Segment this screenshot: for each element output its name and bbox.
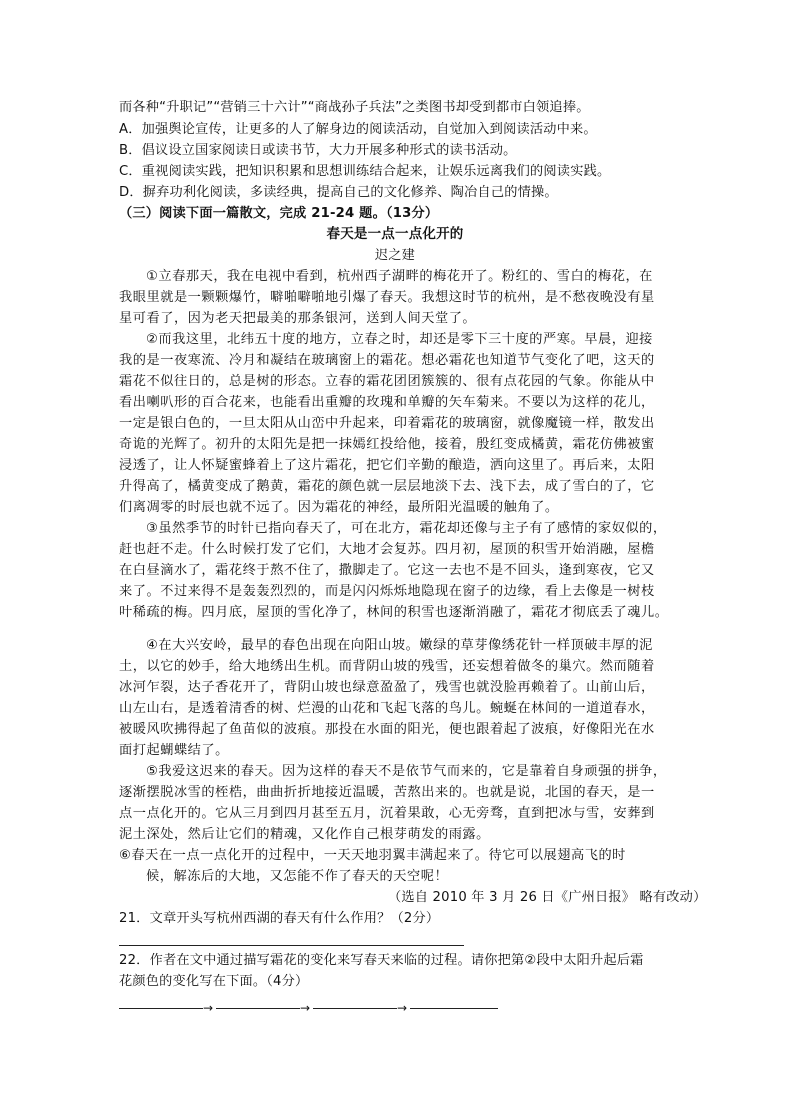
article-line: 土，以它的妙手，给大地绣出生机。而背阴山坡的残雪，还妄想着做冬的巢穴。然而随着 — [119, 659, 655, 674]
article-line: 山左山右，是透着清香的树、烂漫的山花和飞起飞落的鸟儿。蜿蜒在林间的一道道春水， — [119, 701, 655, 716]
article-line: ⑤我爱这迟来的春天。因为这样的春天不是依节气而来的，它是靠着自身顽强的拼争， — [146, 764, 667, 779]
article-line: 冰河乍裂，达子香花开了，背阴山坡也绿意盈盈了，残雪也就没脸再赖着了。山前山后， — [119, 680, 655, 695]
article-line: 被暖风吹拂得起了鱼苗似的波痕。那投在水面的阳光，便也跟着起了波痕，好像阳光在水 — [119, 722, 655, 737]
article-line: 叶稀疏的梅。四月底，屋顶的雪化净了，林间的积雪也逐渐消融了，霜花才彻底丢了魂儿。 — [119, 605, 669, 620]
article-line: ②而我这里，北纬五十度的地方，立春之时，却还是零下三十度的严寒。早晨，迎接 — [146, 332, 653, 347]
article-line: 霜花不似往日的，总是树的形态。立春的霜花团团簇簇的、很有点花园的气象。你能从中 — [119, 374, 655, 389]
right-arrow-icon: → — [203, 1001, 214, 1015]
article-line: 看出喇叭形的百合花来，也能看出重瓣的玫瑰和单瓣的矢车菊来。不要以为这样的花儿， — [119, 395, 655, 410]
article-line: 我的是一夜寒流、冷月和凝结在玻璃窗上的霜花。想必霜花也知道节气变化了吧，这天的 — [119, 353, 655, 368]
answer-blank-3[interactable] — [313, 1008, 397, 1009]
article-line: 来了。不过来得不是轰轰烈烈的，而是闪闪烁烁地隐现在窗子的边缘，看上去像是一树枝 — [119, 584, 655, 599]
article-line: 一定是银白色的，一旦太阳从山峦中升起来，印着霜花的玻璃窗，就像魔镜一样，散发出 — [119, 416, 655, 431]
article-line: 逐渐摆脱冰雪的桎梏，曲曲折折地接近温暖，苦熬出来的。也就是说，北国的春天，是一 — [119, 785, 655, 800]
article-line: 星可看了，因为老天把最美的那条银河，送到人间天堂了。 — [119, 311, 477, 326]
right-arrow-icon: → — [397, 1001, 408, 1015]
article-line: ①立春那天，我在电视中看到，杭州西子湖畔的梅花开了。粉红的、雪白的梅花，在 — [146, 269, 653, 284]
question-21: 21．文章开头写杭州西湖的春天有什么作用？（2分） — [119, 911, 440, 926]
article-line: ⑥春天在一点一点化开的过程中，一天天地羽翼丰满起来了。待它可以展翅高飞的时 — [119, 848, 626, 863]
option-b: B．倡议设立国家阅读日或读书节，大力开展多种形式的读书活动。 — [119, 143, 517, 158]
question-22-line-1: 22．作者在文中通过描写霜花的变化来写春天来临的过程。请你把第②段中太阳升起后霜 — [119, 953, 644, 968]
article-line: 泥土深处，然后让它们的精魂，又化作自己根芽萌发的雨露。 — [119, 827, 490, 842]
right-arrow-icon: → — [300, 1001, 311, 1015]
question-22-line-2: 花颜色的变化写在下面。（4分） — [119, 974, 309, 989]
article-line: ④在大兴安岭，最早的春色出现在向阳山坡。嫩绿的草芽像绣花针一样顶破丰厚的泥 — [146, 638, 653, 653]
article-line: 在白昼滴水了，霜花终于熬不住了，撒脚走了。它这一去也不是不回头，逢到寒夜，它又 — [119, 563, 655, 578]
answer-blank-2[interactable] — [216, 1008, 300, 1009]
article-source: （选自 2010 年 3 月 26 日《广州日报》 略有改动） — [388, 890, 707, 905]
article-line: 奇诡的光辉了。初升的太阳先是把一抹嫣红投给他，接着，殷红变成橘黄，霜花仿佛被蜜 — [119, 437, 655, 452]
answer-line-21[interactable] — [119, 945, 464, 946]
option-d: D．摒弃功利化阅读，多读经典，提高自己的文化修养、陶冶自己的情操。 — [119, 185, 558, 200]
article-line: 们离凋零的时辰也就不远了。因为霜花的神经，最所阳光温暖的触角了。 — [119, 500, 559, 515]
answer-blank-1[interactable] — [119, 1008, 203, 1009]
intro-tail-text: 而各种“升职记”“营销三十六计”“商战孙子兵法”之类图书却受到都市白领追捧。 — [119, 100, 590, 115]
article-line: 面打起蝴蝶结了。 — [119, 743, 229, 758]
article-line: 点一点化开的。它从三月到四月甚至五月，沉着果敢，心无旁骛，直到把冰与雪，安葬到 — [119, 806, 655, 821]
article-line: 我眼里就是一颗颗爆竹，噼啪噼啪地引爆了春天。我想这时节的杭州，是不愁夜晚没有星 — [119, 290, 655, 305]
option-a: A．加强舆论宣传，让更多的人了解身边的阅读活动，自觉加入到阅读活动中来。 — [119, 122, 597, 137]
article-title: 春天是一点一点化开的 — [326, 226, 464, 242]
article-line: 候，解冻后的大地，又怎能不作了春天的天空呢！ — [146, 869, 449, 884]
article-line: ③虽然季节的时针已指向春天了，可在北方，霜花却还像与主子有了感情的家奴似的， — [146, 521, 667, 536]
answer-blank-4[interactable] — [410, 1008, 498, 1009]
section-heading: （三）阅读下面一篇散文，完成 21-24 题。（13分） — [119, 206, 439, 221]
option-c: C．重视阅读实践，把知识积累和思想训练结合起来，让娱乐远离我们的阅读实践。 — [119, 164, 611, 179]
article-author: 迟之建 — [374, 248, 416, 263]
article-line: 升得高了，橘黄变成了鹅黄，霜花的颜色就一层层地淡下去、浅下去，成了雪白的了，它 — [119, 479, 655, 494]
article-line: 赶也赶不走。什么时候打发了它们，大地才会复苏。四月初，屋顶的积雪开始消融，屋檐 — [119, 542, 655, 557]
article-line: 浸透了，让人怀疑蜜蜂着上了这片霜花，把它们辛勤的酿造，洒向这里了。再后来，太阳 — [119, 458, 655, 473]
